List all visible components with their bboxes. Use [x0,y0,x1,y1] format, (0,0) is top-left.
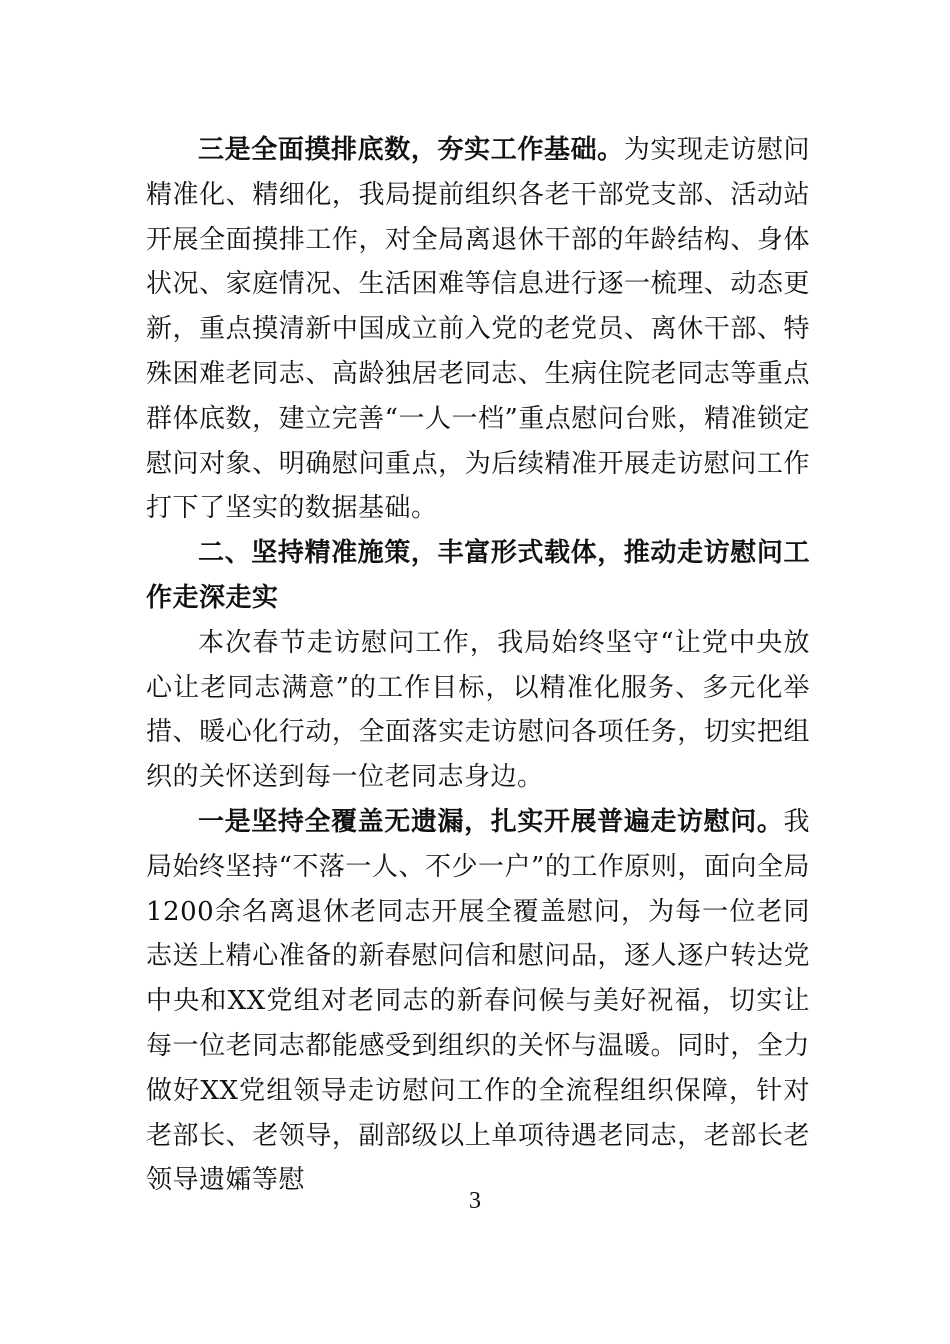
paragraph-full-coverage [146,800,810,1203]
paragraph-lead: 一是坚持全覆盖无遗漏，扎实开展普遍走访慰问。 [198,806,784,837]
paragraph-lead: 三是全面摸排底数，夯实工作基础。 [198,135,624,165]
paragraph-text: 为实现走访慰问精准化、精细化，我局提前组织各老干部党支部、活动站开展全面摸排工作，对全局离退休干部的年龄结构、身体状况、家庭情况、生活困难等信息进行逐一梳理、动态更新，重点摸清新中国成立前入党的老党员、离休干部、特殊困难老同志、高龄独居老同志、生病住院老同志等重点群体底数，建立完善“一人一档”重点慰问台账，精准锁定慰问对象、明确慰问重点，为后续精准开展走访慰问工作打下了坚实的数据基础。 [146,135,810,524]
document-body [146,128,810,1203]
section-heading: 二、坚持精准施策，丰富形式载体，推动走访慰问工作走深走实 [146,538,810,613]
paragraph-text: 本次春节走访慰问工作，我局始终坚守“让党中央放心让老同志满意”的工作目标，以精准化服务、多元化举措、暖心化行动，全面落实走访慰问各项任务，切实把组织的关怀送到每一位老同志身边。 [146,627,810,793]
page-number: 3 [469,1188,481,1214]
paragraph-baseline-survey [146,128,810,531]
paragraph-text: 我局始终坚持“不落一人、不少一户”的工作原则，面向全局1200余名离退休老同志开展全覆盖慰问，为每一位老同志送上精心准备的新春慰问信和慰问品，逐人逐户转达党中央和XX党组对老同志的新春问候与美好祝福，切实让每一位老同志都能感受到组织的关怀与温暖。同时，全力做好XX党组领导走访慰问工作的全流程组织保障，针对老部长、老领导，副部级以上单项待遇老同志，老部长老领导遗孀等慰 [146,806,810,1196]
paragraph-section-intro [146,621,810,800]
